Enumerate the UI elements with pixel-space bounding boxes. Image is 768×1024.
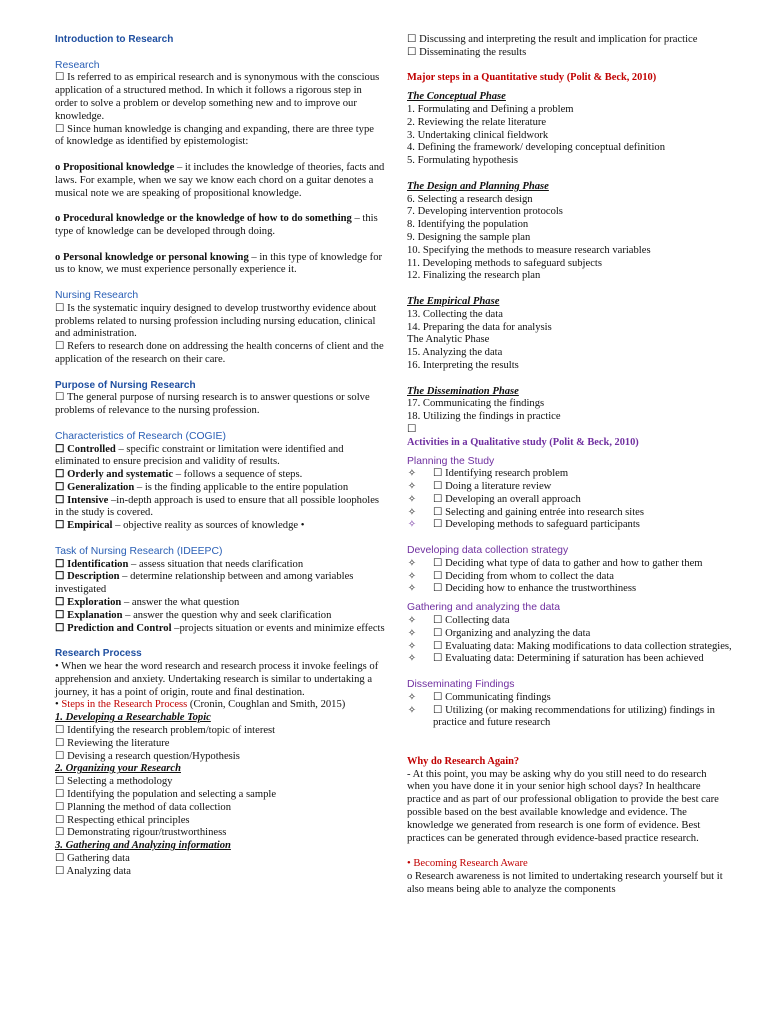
item-text: – specific constraint or limitation were identified and eliminated to ensure precision and validity of results.: [55, 443, 344, 468]
item-text: –in-depth approach is used to ensure that all possible loopholes in the study is covered.: [55, 494, 380, 519]
list-item: ☐ Planning the method of data collection: [55, 801, 232, 813]
research-process-heading: Research Process: [55, 648, 142, 660]
list-item: The Analytic Phase: [407, 334, 490, 346]
design-phase-title: The Design and Planning Phase: [407, 180, 549, 192]
item-term: ☐ Exploration: [55, 597, 122, 609]
item-text: ☐ Collecting data: [433, 615, 510, 627]
list-item: [407, 628, 732, 641]
quantitative-heading: Major steps in a Quantitative study (Polit & Beck, 2010): [407, 72, 657, 84]
list-item: ☐ Selecting a methodology: [55, 776, 173, 788]
knowledge-text: – this type of knowledge can be developed through doing.: [55, 213, 378, 237]
list-item: ☐ Demonstrating rigour/trustworthiness: [55, 827, 227, 839]
list-item: 18. Utilizing the findings in practice: [407, 411, 561, 423]
dissemination-phase-title: The Dissemination Phase: [407, 385, 519, 397]
diamond-bullet-icon: ✧: [407, 627, 417, 639]
research-aware-heading: • Becoming Research Aware: [407, 858, 528, 870]
list-item: 17. Communicating the findings: [407, 398, 545, 410]
list-item: 5. Formulating hypothesis: [407, 155, 518, 167]
list-item: 10. Specifying the methods to measure research variables: [407, 244, 651, 256]
item-term: ☐ Empirical: [55, 520, 113, 532]
item-term: ☐ Orderly and systematic: [55, 469, 174, 481]
purpose-paragraph: ☐ The general purpose of nursing research is to answer questions or solve problems of relevance to the nursing profession.: [55, 392, 370, 417]
left-column: [55, 34, 385, 879]
list-item: ☐ Analyzing data: [55, 865, 131, 877]
step-2-title: 2. Organizing your Research: [55, 763, 181, 775]
item-text: – follows a sequence of steps.: [173, 469, 303, 481]
item-term: ☐ Description: [55, 571, 120, 583]
nursing-research-heading: Nursing Research: [55, 289, 139, 301]
steps-citation: (Cronin, Coughlan and Smith, 2015): [187, 699, 346, 711]
knowledge-term: o Propositional knowledge: [55, 161, 175, 173]
characteristics-list: [55, 444, 385, 534]
knowledge-text: – in this type of knowledge for us to know, we must experience personally experience it.: [55, 251, 383, 276]
list-item: 13. Collecting the data: [407, 308, 503, 320]
list-item: 15. Analyzing the data: [407, 347, 503, 359]
list-item: ☐ Discussing and interpreting the result and implication for practice: [407, 34, 698, 45]
why-research-heading: Why do Research Again?: [407, 755, 520, 767]
list-item: ☐ Gathering data: [55, 853, 130, 864]
gathering-heading: Gathering and analyzing the data: [407, 602, 561, 614]
diamond-bullet-icon: ✧: [407, 653, 417, 665]
list-item: [55, 482, 385, 495]
list-item: ☐ Disseminating the results: [407, 46, 527, 58]
intro-title: Introduction to Research: [55, 34, 174, 45]
list-item: [55, 597, 385, 610]
empirical-phase-title: The Empirical Phase: [407, 295, 500, 307]
diamond-bullet-icon: ✧: [407, 570, 417, 582]
list-item: 3. Undertaking clinical fieldwork: [407, 129, 549, 141]
conceptual-phase-title: The Conceptual Phase: [407, 91, 506, 103]
item-text: – is the finding applicable to the entire population: [134, 481, 349, 493]
list-item: [407, 507, 732, 520]
item-text: ☐ Selecting and gaining entrée into research sites: [433, 506, 645, 518]
item-text: ☐ Doing a literature review: [433, 481, 552, 493]
item-text: ☐ Deciding from whom to collect the data: [433, 570, 615, 582]
diamond-bullet-icon: ✧: [407, 519, 417, 531]
list-item: 1. Formulating and Defining a problem: [407, 103, 574, 115]
diamond-bullet-icon: ✧: [407, 493, 417, 505]
item-term: ☐ Intensive: [55, 494, 109, 506]
list-item: 14. Preparing the data for analysis: [407, 321, 552, 333]
list-item: [407, 692, 732, 705]
list-item: [407, 494, 732, 507]
steps-line: [55, 699, 385, 712]
item-text: ☐ Identifying research problem: [433, 468, 569, 480]
diamond-bullet-icon: ✧: [407, 615, 417, 627]
list-item: [407, 583, 732, 596]
purpose-heading: Purpose of Nursing Research: [55, 379, 196, 391]
list-item: [407, 641, 732, 654]
knowledge-propositional: [55, 162, 385, 200]
item-text: ☐ Evaluating data: Determining if saturation has been achieved: [433, 653, 704, 665]
item-text: ☐ Deciding what type of data to gather and how to gather them: [433, 557, 703, 569]
list-item: [407, 615, 732, 628]
list-item: ☐ Identifying the population and selecting a sample: [55, 789, 277, 801]
item-text: ☐ Deciding how to enhance the trustworthiness: [433, 583, 637, 595]
knowledge-term: o Procedural knowledge or the knowledge of how to do something: [55, 213, 352, 225]
list-item: ☐ Devising a research question/Hypothesis: [55, 750, 240, 762]
disseminating-heading: Disseminating Findings: [407, 679, 515, 691]
list-item: [55, 623, 385, 636]
list-item: 6. Selecting a research design: [407, 193, 533, 205]
item-term: ☐ Generalization: [55, 481, 135, 493]
item-text: ☐ Communicating findings: [433, 691, 551, 703]
diamond-bullet-icon: ✧: [407, 506, 417, 518]
qualitative-heading: Activities in a Qualitative study (Polit & Beck, 2010): [407, 436, 639, 448]
list-item: [55, 444, 385, 470]
diamond-bullet-icon: ✧: [407, 583, 417, 595]
item-text: ☐ Developing an overall approach: [433, 493, 581, 505]
list-item: [407, 558, 732, 571]
item-text: – assess situation that needs clarification: [128, 558, 304, 570]
item-text: – determine relationship between and among variables investigated: [55, 571, 354, 596]
steps-label: Steps in the Research Process: [61, 699, 188, 711]
item-text: – answer the what question: [121, 597, 240, 609]
list-item: [407, 468, 732, 481]
right-column: [407, 34, 732, 897]
item-text: –projects situation or events and minimize effects: [171, 622, 385, 634]
characteristics-heading: Characteristics of Research (COGIE): [55, 430, 226, 442]
list-item: [407, 571, 732, 584]
item-term: ☐ Controlled: [55, 443, 116, 455]
list-item: 12. Finalizing the research plan: [407, 270, 541, 282]
list-item: [55, 559, 385, 572]
list-item: [55, 469, 385, 482]
list-item: [407, 519, 732, 532]
list-item: ☐ Reviewing the literature: [55, 737, 170, 749]
diamond-bullet-icon: ✧: [407, 704, 417, 716]
diamond-bullet-icon: ✧: [407, 640, 417, 652]
research-paragraph-1: ☐ Is referred to as empirical research and is synonymous with the conscious application of a structured method. In which it follows a rigorous step in order to solve a problem or develop something new and to improve our knowledge.: [55, 72, 380, 122]
item-term: ☐ Explanation: [55, 609, 123, 621]
step-3-title: 3. Gathering and Analyzing information: [55, 840, 231, 852]
list-item: ☐ Respecting ethical principles: [55, 814, 190, 826]
knowledge-text: – it includes the knowledge of theories, facts and laws. For example, when we say we know each chord on a guitar denotes a musical note we are speaking of propositional knowledge.: [55, 161, 385, 199]
item-text: – answer the question why and seek clarification: [122, 609, 332, 621]
list-item: 4. Defining the framework/ developing conceptual definition: [407, 142, 665, 154]
list-item: 2. Reviewing the relate literature: [407, 116, 547, 128]
knowledge-personal: [55, 252, 385, 278]
item-text: ☐ Utilizing (or making recommendations for utilizing) findings in practice and future research: [433, 704, 715, 729]
research-paragraph-2: ☐ Since human knowledge is changing and expanding, there are three type of knowledge as identified by epistemologist:: [55, 123, 374, 148]
item-term: ☐ Identification: [55, 558, 129, 570]
list-item: [55, 520, 385, 533]
list-item: ☐: [407, 423, 417, 435]
diamond-bullet-icon: ✧: [407, 481, 417, 493]
research-heading: Research: [55, 59, 100, 71]
diamond-bullet-icon: ✧: [407, 468, 417, 480]
list-item: [55, 571, 385, 597]
list-item: [55, 495, 385, 521]
step-1-title: 1. Developing a Researchable Topic: [55, 712, 211, 724]
bullet: •: [55, 699, 62, 711]
item-text: ☐ Developing methods to safeguard participants: [433, 519, 640, 531]
list-item: ☐ Identifying the research problem/topic of interest: [55, 725, 276, 737]
research-aware-paragraph: o Research awareness is not limited to undertaking research yourself but it also means being able to analyze the components: [407, 871, 723, 895]
list-item: 8. Identifying the population: [407, 219, 529, 231]
nursing-paragraph-1: ☐ Is the systematic inquiry designed to develop trustworthy evidence about problems related to nursing profession including nursing education, clinical and administration.: [55, 302, 377, 340]
item-term: ☐ Prediction and Control: [55, 622, 172, 634]
planning-heading: Planning the Study: [407, 455, 495, 467]
diamond-bullet-icon: ✧: [407, 557, 417, 569]
research-process-paragraph: • When we hear the word research and research process it invoke feelings of apprehension and anxiety. Undertaking research is similar to undertaking a journey, it has a point of origin, route and final destination.: [55, 661, 379, 698]
list-item: 11. Developing methods to safeguard subjects: [407, 257, 602, 269]
list-item: [407, 705, 732, 731]
list-item: [407, 481, 732, 494]
knowledge-procedural: [55, 213, 385, 239]
item-text: ☐ Evaluating data: Making modifications to data collection strategies,: [433, 640, 732, 652]
task-list: [55, 559, 385, 636]
strategy-heading: Developing data collection strategy: [407, 545, 569, 557]
task-heading: Task of Nursing Research (IDEEPC): [55, 545, 223, 557]
list-item: 7. Developing intervention protocols: [407, 206, 563, 218]
item-text: – objective reality as sources of knowledge •: [112, 520, 305, 532]
knowledge-term: o Personal knowledge or personal knowing: [55, 251, 249, 263]
list-item: [55, 610, 385, 623]
list-item: [407, 653, 732, 666]
diamond-bullet-icon: ✧: [407, 691, 417, 703]
item-text: ☐ Organizing and analyzing the data: [433, 627, 591, 639]
list-item: 16. Interpreting the results: [407, 359, 519, 371]
nursing-paragraph-2: ☐ Refers to research done on addressing the health concerns of client and the application of the research on their care.: [55, 341, 384, 365]
why-research-paragraph: - At this point, you may be asking why do you still need to do research when you have done it in your senior high school days? In healthcare practice and as part of our professional obligation to provide the best care possible based on the best available knowledge and evidence. The knowledge we generated from research is one form of evidence. Best practices can be generated through evidence-based practice research.: [407, 768, 719, 844]
list-item: 9. Designing the sample plan: [407, 231, 531, 243]
